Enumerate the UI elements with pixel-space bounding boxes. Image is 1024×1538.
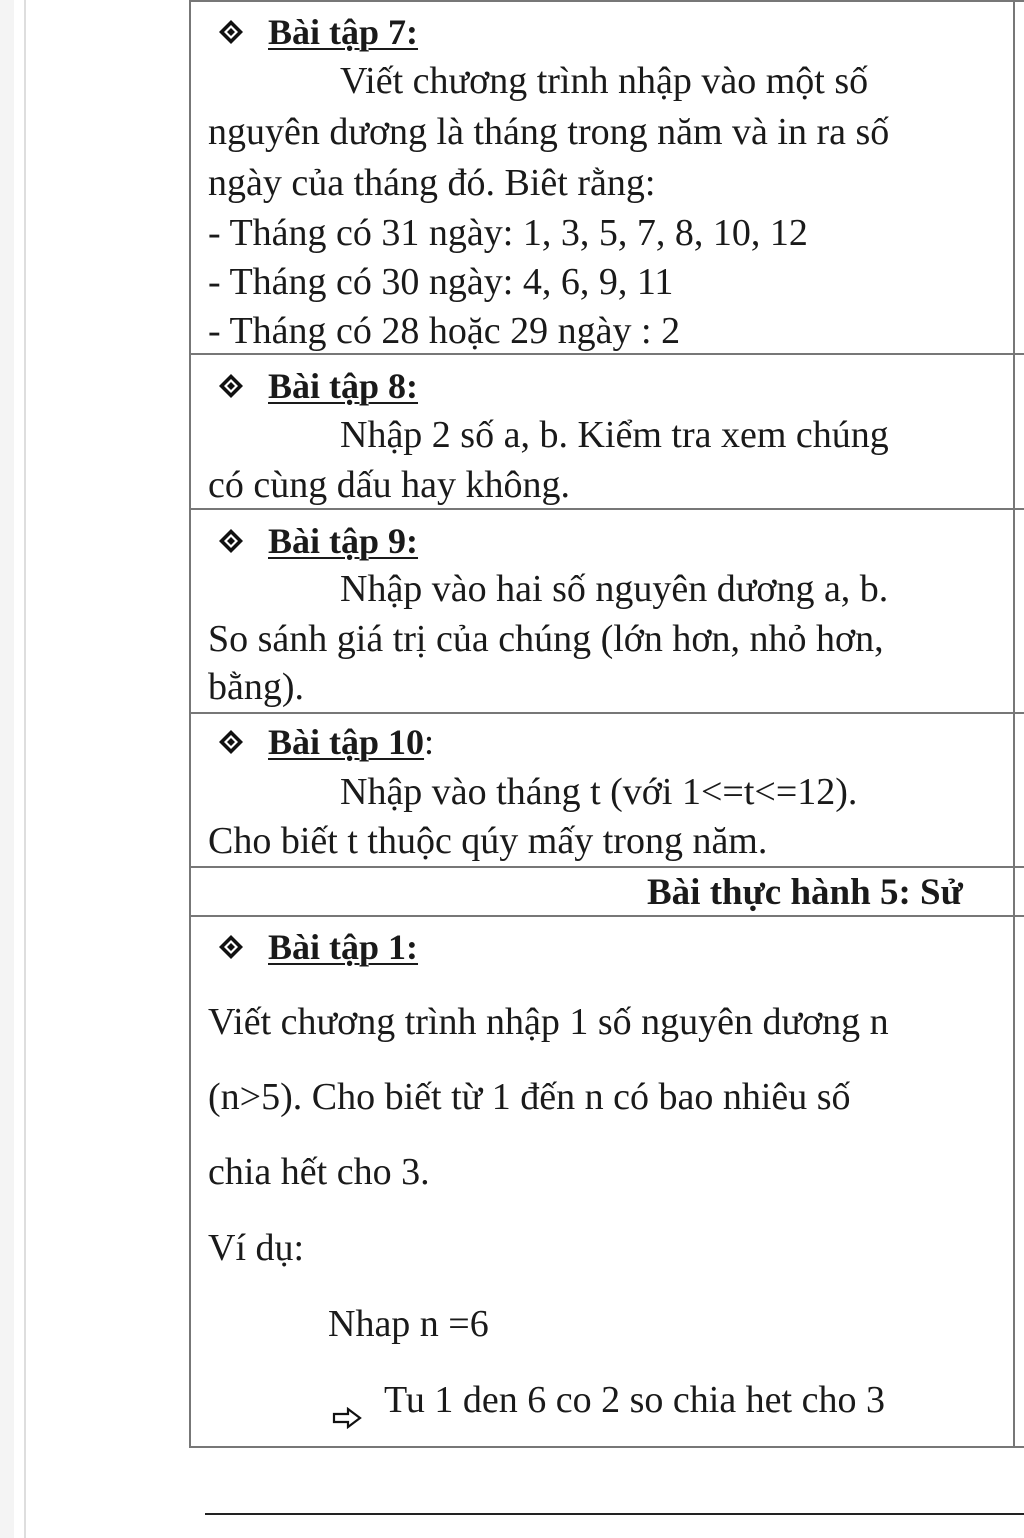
- exercise-10-heading: [218, 720, 434, 764]
- diamond-icon: [218, 729, 244, 755]
- diamond-icon: [218, 373, 244, 399]
- arrow-right-icon: [332, 1392, 362, 1414]
- exercise-8-heading: [218, 364, 418, 408]
- diamond-icon: [218, 934, 244, 960]
- exercise-1-heading: [218, 925, 418, 969]
- exercise-9-title: Bài tập 9:: [268, 521, 419, 561]
- exercise-8-line: Nhập 2 số a, b. Kiểm tra xem chúng: [340, 414, 889, 456]
- diamond-icon: [218, 19, 244, 45]
- example-input: Nhap n =6: [328, 1303, 489, 1345]
- exercise-9-heading: [218, 519, 418, 563]
- exercise-7-line: - Tháng có 30 ngày: 4, 6, 9, 11: [208, 261, 674, 303]
- exercise-10-line: Nhập vào tháng t (với 1<=t<=12).: [340, 771, 858, 813]
- exercise-10-title: Bài tập 10: [268, 722, 425, 762]
- example-output-row: [332, 1375, 885, 1425]
- exercise-9-line: So sánh giá trị của chúng (lớn hơn, nhỏ hơn,: [208, 618, 884, 660]
- exercise-7-line: - Tháng có 28 hoặc 29 ngày : 2: [208, 310, 681, 352]
- exercise-1-line: Viết chương trình nhập 1 số nguyên dương n: [208, 1001, 889, 1043]
- diamond-icon: [218, 528, 244, 554]
- exercise-1-line: (n>5). Cho biết từ 1 đến n có bao nhiêu số: [208, 1076, 851, 1118]
- exercise-7-line: - Tháng có 31 ngày: 1, 3, 5, 7, 8, 10, 12: [208, 212, 808, 254]
- page-gutter-line: [24, 0, 26, 1538]
- exercise-8-title: Bài tập 8:: [268, 366, 419, 406]
- exercise-10-line: Cho biết t thuộc qúy mấy trong năm.: [208, 820, 768, 862]
- exercise-9-line: Nhập vào hai số nguyên dương a, b.: [340, 568, 889, 610]
- exercise-8-line: có cùng dấu hay không.: [208, 464, 570, 506]
- exercise-1-line: chia hết cho 3.: [208, 1151, 430, 1193]
- exercise-7-line: Viết chương trình nhập vào một số: [340, 60, 869, 102]
- table-top-border: [189, 0, 1024, 2]
- exercise-1-title: Bài tập 1:: [268, 927, 419, 967]
- exercise-7-line: nguyên dương là tháng trong năm và in ra số: [208, 111, 890, 153]
- exercise-7-line: ngày của tháng đó. Biêt rằng:: [208, 162, 656, 204]
- exercise-10-colon: :: [424, 722, 435, 762]
- exercise-7-heading: [218, 10, 418, 54]
- example-output: Tu 1 den 6 co 2 so chia het cho 3: [384, 1379, 885, 1421]
- table-column-divider: [1013, 0, 1015, 1448]
- bottom-rule: [205, 1513, 1024, 1515]
- exercise-7-title: Bài tập 7:: [268, 12, 419, 52]
- example-label: Ví dụ:: [208, 1227, 305, 1269]
- exercise-9-line: bằng).: [208, 666, 305, 708]
- section-title: Bài thực hành 5: Sử: [647, 872, 963, 913]
- row-divider: [189, 712, 1024, 714]
